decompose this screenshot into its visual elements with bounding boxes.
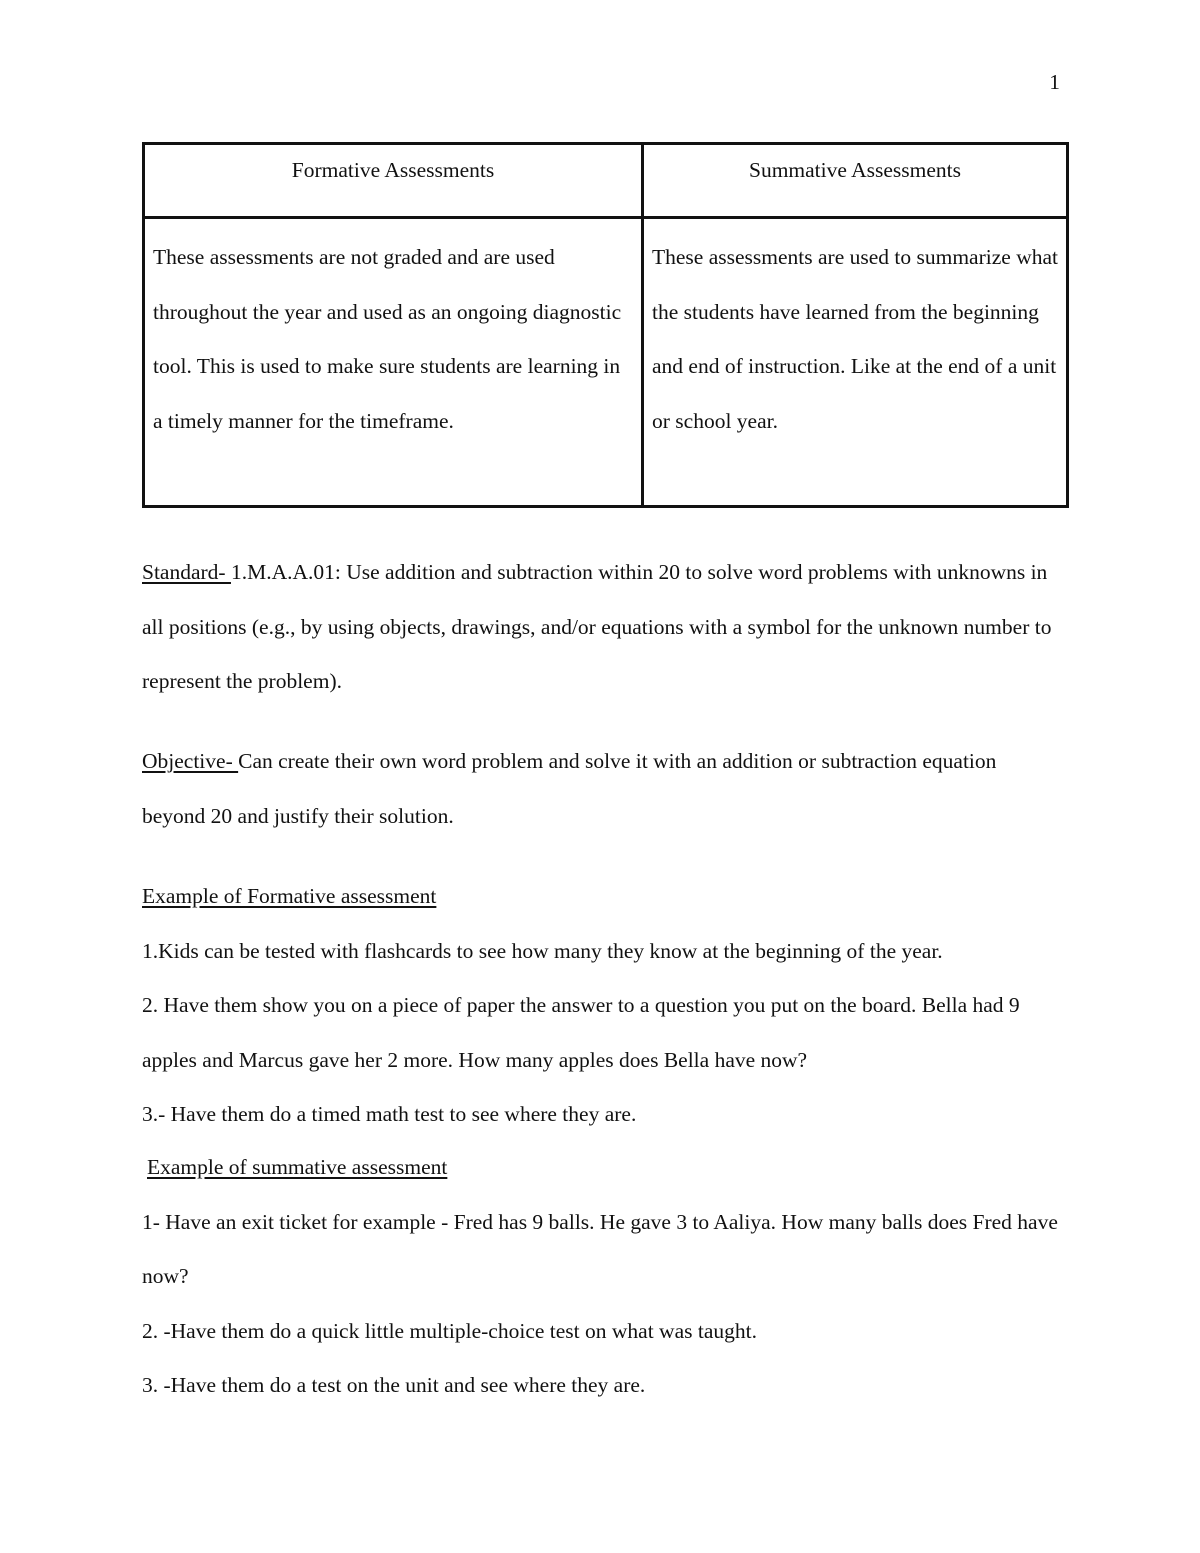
list-item: 3.- Have them do a timed math test to see where they are. xyxy=(142,1102,637,1126)
standard-paragraph xyxy=(142,545,1060,709)
objective-label: Objective- xyxy=(142,749,239,773)
assessment-comparison-table xyxy=(142,142,1069,508)
page-number: 1 xyxy=(1049,70,1060,94)
formative-description: These assessments are not graded and are used throughout the year and used as an ongoing diagnostic tool. This is used to make sure students are learning in a timely manner for the timeframe. xyxy=(153,245,622,433)
summative-header: Summative Assessments xyxy=(748,158,962,182)
formative-header: Formative Assessments xyxy=(291,158,495,182)
formative-example-heading: Example of Formative assessment xyxy=(142,884,437,908)
objective-paragraph xyxy=(142,734,1060,843)
summative-description: These assessments are used to summarize what the students have learned from the beginning and end of instruction. Like at the end of a unit or school year. xyxy=(652,245,1058,433)
summative-example-section xyxy=(142,1140,1060,1413)
table-header-row xyxy=(144,144,1068,218)
standard-label: Standard- xyxy=(142,560,231,584)
list-item: 1- Have an exit ticket for example - Fred has 9 balls. He gave 3 to Aaliya. How many balls does Fred have now? xyxy=(142,1209,1058,1288)
list-item: 3. -Have them do a test on the unit and see where they are. xyxy=(142,1373,646,1397)
list-item: 1.Kids can be tested with flashcards to see how many they know at the beginning of the year. xyxy=(142,938,943,963)
table-row xyxy=(144,218,1068,507)
objective-text: Can create their own word problem and solve it with an addition or subtraction equation beyond 20 and justify their solution. xyxy=(142,749,997,828)
formative-header-cell xyxy=(144,144,643,218)
formative-example-section xyxy=(142,869,1060,1142)
standard-text: 1.M.A.A.01: Use addition and subtraction within 20 to solve word problems with unknowns in all positions (e.g., by using objects, drawings, and/or equations with a symbol for the unknown number to represent the problem). xyxy=(142,560,1052,693)
formative-description-cell xyxy=(144,218,643,507)
summative-header-cell xyxy=(643,144,1068,218)
summative-example-heading: Example of summative assessment xyxy=(147,1155,448,1179)
summative-description-cell xyxy=(643,218,1068,507)
list-item: 2. -Have them do a quick little multiple-choice test on what was taught. xyxy=(142,1318,757,1343)
list-item: 2. Have them show you on a piece of paper the answer to a question you put on the board. Bella had 9 apples and Marcus gave her 2 more. How many apples does Bella have now? xyxy=(142,993,1020,1072)
